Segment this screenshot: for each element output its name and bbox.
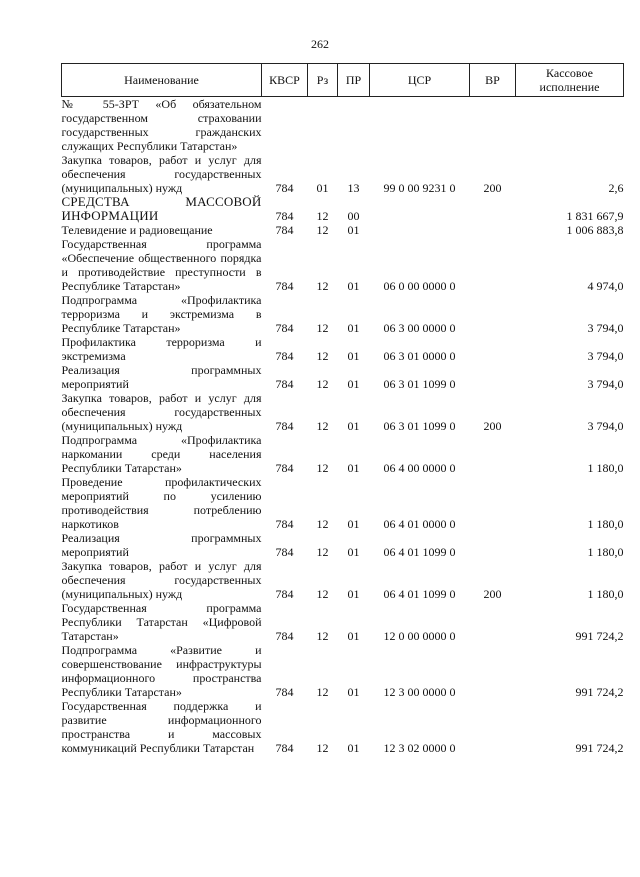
row-pr: 01	[347, 685, 360, 699]
row-amount: 991 724,2	[575, 629, 624, 643]
table-row	[62, 293, 624, 335]
row-kvsr: 784	[275, 629, 294, 643]
row-pr: 01	[347, 419, 360, 433]
table-row	[62, 363, 624, 391]
row-pr: 01	[347, 629, 360, 643]
row-rz: 12	[316, 321, 329, 335]
row-vr	[470, 643, 516, 699]
row-rz: 12	[316, 545, 329, 559]
row-kvsr: 784	[275, 321, 294, 335]
row-name: Закупка товаров, работ и услуг для обеспечения государственных (муниципальных) нужд	[61, 391, 262, 433]
row-rz	[308, 97, 338, 154]
row-name: Реализация программных мероприятий	[61, 531, 262, 559]
row-name: Закупка товаров, работ и услуг для обеспечения государственных (муниципальных) нужд	[61, 559, 262, 601]
row-amount: 991 724,2	[575, 741, 624, 755]
table-row	[62, 433, 624, 475]
row-amount: 3 794,0	[587, 419, 624, 433]
row-rz: 12	[316, 629, 329, 643]
table-row	[62, 153, 624, 195]
page-number: 262	[311, 37, 329, 51]
row-pr	[338, 97, 370, 154]
row-kvsr: 784	[275, 377, 294, 391]
table-row	[62, 699, 624, 755]
row-csr: 06 4 00 0000 0	[383, 461, 456, 475]
row-kvsr: 784	[275, 685, 294, 699]
row-amount	[516, 97, 624, 154]
row-name: Подпрограмма «Развитие и совершенствование инфраструктуры информационного пространства Республики Татарстан»	[61, 643, 262, 699]
row-vr: 200	[483, 181, 502, 195]
row-csr	[370, 195, 470, 223]
row-rz: 12	[316, 377, 329, 391]
table-row	[62, 237, 624, 293]
row-name: Профилактика терроризма и экстремизма	[61, 335, 262, 363]
header-kvsr: КВСР	[262, 64, 308, 97]
table-row	[62, 531, 624, 559]
row-name: Государственная программа Республики Татарстан «Цифровой Татарстан»	[61, 601, 262, 643]
row-kvsr: 784	[275, 461, 294, 475]
header-cash: Кассовое исполнение	[516, 64, 624, 97]
row-pr: 01	[347, 741, 360, 755]
row-name: Государственная программа «Обеспечение общественного порядка и противодействие преступности в Республике Татарстан»	[61, 237, 262, 293]
row-pr: 01	[347, 349, 360, 363]
row-vr: 200	[483, 419, 502, 433]
row-amount: 1 180,0	[587, 545, 624, 559]
row-kvsr: 784	[275, 545, 294, 559]
row-pr: 01	[347, 545, 360, 559]
row-pr: 13	[347, 181, 360, 195]
table-row	[62, 97, 624, 154]
row-rz: 12	[316, 685, 329, 699]
header-name: Наименование	[62, 64, 262, 97]
row-amount: 1 006 883,8	[566, 223, 624, 237]
row-csr	[370, 223, 470, 237]
row-rz: 12	[316, 517, 329, 531]
table-row	[62, 335, 624, 363]
row-name: Подпрограмма «Профилактика терроризма и экстремизма в Республике Татарстан»	[61, 293, 262, 335]
row-csr: 06 0 00 0000 0	[383, 279, 456, 293]
row-vr	[470, 335, 516, 363]
row-name: № 55-ЗРТ «Об обязательном государственном страховании государственных гражданских служащих Республики Татарстан»	[61, 97, 262, 153]
row-pr: 01	[347, 223, 360, 237]
row-amount: 991 724,2	[575, 685, 624, 699]
row-amount: 3 794,0	[587, 321, 624, 335]
row-kvsr: 784	[275, 517, 294, 531]
row-vr	[470, 531, 516, 559]
row-name: Подпрограмма «Профилактика наркомании среди населения Республики Татарстан»	[61, 433, 262, 475]
row-kvsr: 784	[275, 587, 294, 601]
row-csr: 12 3 02 0000 0	[383, 741, 456, 755]
row-vr: 200	[483, 587, 502, 601]
row-csr: 06 3 01 1099 0	[383, 377, 456, 391]
row-kvsr: 784	[275, 209, 294, 223]
row-pr: 01	[347, 517, 360, 531]
row-csr	[370, 97, 470, 154]
row-amount: 1 831 667,9	[566, 209, 624, 223]
row-amount: 1 180,0	[587, 461, 624, 475]
row-amount: 1 180,0	[587, 517, 624, 531]
row-amount: 1 180,0	[587, 587, 624, 601]
row-rz: 12	[316, 741, 329, 755]
row-vr	[470, 195, 516, 223]
row-name: Телевидение и радиовещание	[61, 223, 213, 237]
header-pr: ПР	[338, 64, 370, 97]
row-kvsr: 784	[275, 279, 294, 293]
row-name: Реализация программных мероприятий	[61, 363, 262, 391]
row-csr: 06 4 01 1099 0	[383, 587, 456, 601]
row-kvsr: 784	[275, 741, 294, 755]
row-csr: 06 3 00 0000 0	[383, 321, 456, 335]
row-csr: 12 3 00 0000 0	[383, 685, 456, 699]
row-amount: 3 794,0	[587, 349, 624, 363]
row-vr	[470, 223, 516, 237]
header-rz: Рз	[308, 64, 338, 97]
row-pr: 01	[347, 321, 360, 335]
row-csr: 06 3 01 0000 0	[383, 349, 456, 363]
row-pr: 01	[347, 377, 360, 391]
row-vr	[470, 237, 516, 293]
table-row	[62, 559, 624, 601]
row-vr	[470, 475, 516, 531]
row-kvsr: 784	[275, 349, 294, 363]
table-row	[62, 391, 624, 433]
row-name: СРЕДСТВА МАССОВОЙ ИНФОРМАЦИИ	[61, 194, 262, 223]
row-rz: 12	[316, 223, 329, 237]
row-name: Закупка товаров, работ и услуг для обеспечения государственных (муниципальных) нужд	[61, 153, 262, 195]
table-row	[62, 643, 624, 699]
row-pr: 01	[347, 461, 360, 475]
row-rz: 12	[316, 279, 329, 293]
row-rz: 12	[316, 349, 329, 363]
row-pr: 01	[347, 279, 360, 293]
row-vr	[470, 699, 516, 755]
row-pr: 01	[347, 587, 360, 601]
row-rz: 01	[316, 181, 329, 195]
row-rz: 12	[316, 587, 329, 601]
row-kvsr: 784	[275, 181, 294, 195]
table-row	[62, 223, 624, 237]
row-amount: 4 974,0	[587, 279, 624, 293]
budget-execution-table	[61, 63, 624, 755]
header-vr: ВР	[470, 64, 516, 97]
row-name: Государственная поддержка и развитие информационного пространства и массовых коммуникаций Республики Татарстан	[61, 699, 262, 755]
row-vr	[470, 363, 516, 391]
table-body	[62, 97, 624, 756]
row-vr	[470, 601, 516, 643]
row-csr: 06 3 01 1099 0	[383, 419, 456, 433]
row-name: Проведение профилактических мероприятий по усилению противодействия потреблению наркотиков	[61, 475, 262, 531]
table-row	[62, 601, 624, 643]
row-vr	[470, 97, 516, 154]
table-row	[62, 195, 624, 223]
row-vr	[470, 293, 516, 335]
row-kvsr	[262, 97, 308, 154]
row-vr	[470, 433, 516, 475]
row-kvsr: 784	[275, 419, 294, 433]
row-rz: 12	[316, 461, 329, 475]
header-csr: ЦСР	[370, 64, 470, 97]
row-kvsr: 784	[275, 223, 294, 237]
row-amount: 2,6	[608, 181, 624, 195]
row-csr: 12 0 00 0000 0	[383, 629, 456, 643]
row-rz: 12	[316, 209, 329, 223]
table-row	[62, 475, 624, 531]
row-amount: 3 794,0	[587, 377, 624, 391]
row-csr: 99 0 00 9231 0	[383, 181, 456, 195]
row-rz: 12	[316, 419, 329, 433]
table-header-row	[62, 64, 624, 97]
row-csr: 06 4 01 0000 0	[383, 517, 456, 531]
row-csr: 06 4 01 1099 0	[383, 545, 456, 559]
row-pr: 00	[347, 209, 360, 223]
